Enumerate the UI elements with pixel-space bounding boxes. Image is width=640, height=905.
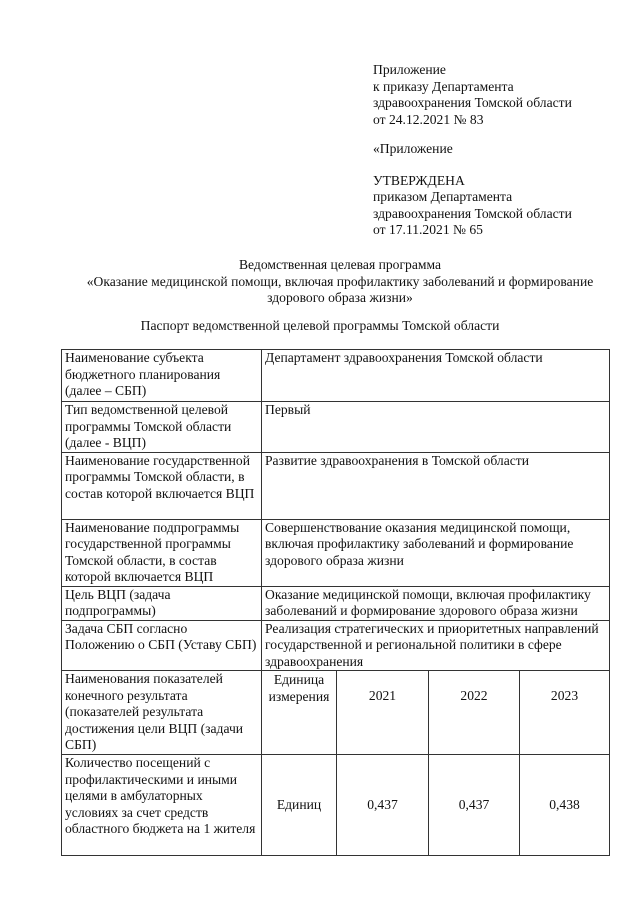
table-row — [62, 452, 610, 519]
row-value: Совершенствование оказания медицинской помощи, включая профилактику заболеваний и формирование здорового образа жизни — [262, 519, 610, 586]
attachment-line: здравоохранения Томской области — [373, 95, 572, 110]
table-row — [62, 586, 610, 620]
unit-header: Единица измерения — [262, 671, 337, 755]
row-value: Оказание медицинской помощи, включая профилактику заболеваний и формирование здорового образа жизни — [262, 586, 610, 620]
table-row — [62, 519, 610, 586]
attachment-header — [373, 62, 623, 128]
approval-intro: «Приложение — [373, 141, 453, 156]
row-value: Реализация стратегических и приоритетных направлений государственной и региональной политики в сфере здравоохранения — [262, 620, 610, 671]
program-title-line: Ведомственная целевая программа — [238, 257, 442, 272]
approval-heading: УТВЕРЖДЕНА — [373, 172, 465, 188]
table-row — [62, 620, 610, 671]
table-row — [62, 402, 610, 453]
row-label: Тип ведомственной целевой программы Томской области (далее - ВЦП) — [62, 402, 262, 453]
approval-line: приказом Департамента — [373, 189, 513, 204]
program-title-line: «Оказание медицинской помощи, включая профилактику заболеваний и формирование — [86, 273, 594, 289]
row-value: Департамент здравоохранения Томской области — [262, 350, 610, 402]
indicator-row — [62, 755, 610, 856]
attachment-order-date: от 24.12.2021 № 83 — [373, 111, 484, 127]
program-title-line: здорового образа жизни» — [267, 290, 413, 305]
table-row — [62, 350, 610, 402]
year-header: 2022 — [429, 671, 520, 755]
approval-block — [373, 141, 623, 239]
row-value: Первый — [262, 402, 610, 453]
row-label: Наименование подпрограммы государственной программы Томской области, в состав которой включается ВЦП — [62, 519, 262, 586]
attachment-line: к приказу Департамента — [373, 78, 514, 94]
passport-table — [61, 349, 610, 856]
row-label: Задача СБП согласно Положению о СБП (Уставу СБП) — [62, 620, 262, 671]
indicator-header-label: Наименования показателей конечного результата (показателей результата достижения цели ВЦП (задачи СБП) — [62, 671, 262, 755]
attachment-line: Приложение — [373, 62, 446, 77]
row-value: Развитие здравоохранения в Томской области — [262, 452, 610, 519]
indicator-unit: Единиц — [262, 755, 337, 856]
approval-order-date: от 17.11.2021 № 65 — [373, 222, 483, 237]
indicator-label: Количество посещений с профилактическими и иными целями в амбулаторных условиях за счет средств областного бюджета на 1 жителя — [62, 755, 262, 856]
indicator-value: 0,438 — [520, 755, 610, 856]
row-label: Цель ВЦП (задача подпрограммы) — [62, 586, 262, 620]
row-label: Наименование субъекта бюджетного планирования (далее – СБП) — [62, 350, 262, 402]
indicator-header-row — [62, 671, 610, 755]
year-header: 2021 — [337, 671, 429, 755]
program-title — [40, 257, 640, 307]
indicator-value: 0,437 — [429, 755, 520, 856]
indicator-value: 0,437 — [337, 755, 429, 856]
row-label: Наименование государственной программы Томской области, в состав которой включается ВЦП — [62, 452, 262, 519]
approval-line: здравоохранения Томской области — [373, 205, 572, 221]
passport-title: Паспорт ведомственной целевой программы Томской области — [140, 318, 500, 333]
year-header: 2023 — [520, 671, 610, 755]
